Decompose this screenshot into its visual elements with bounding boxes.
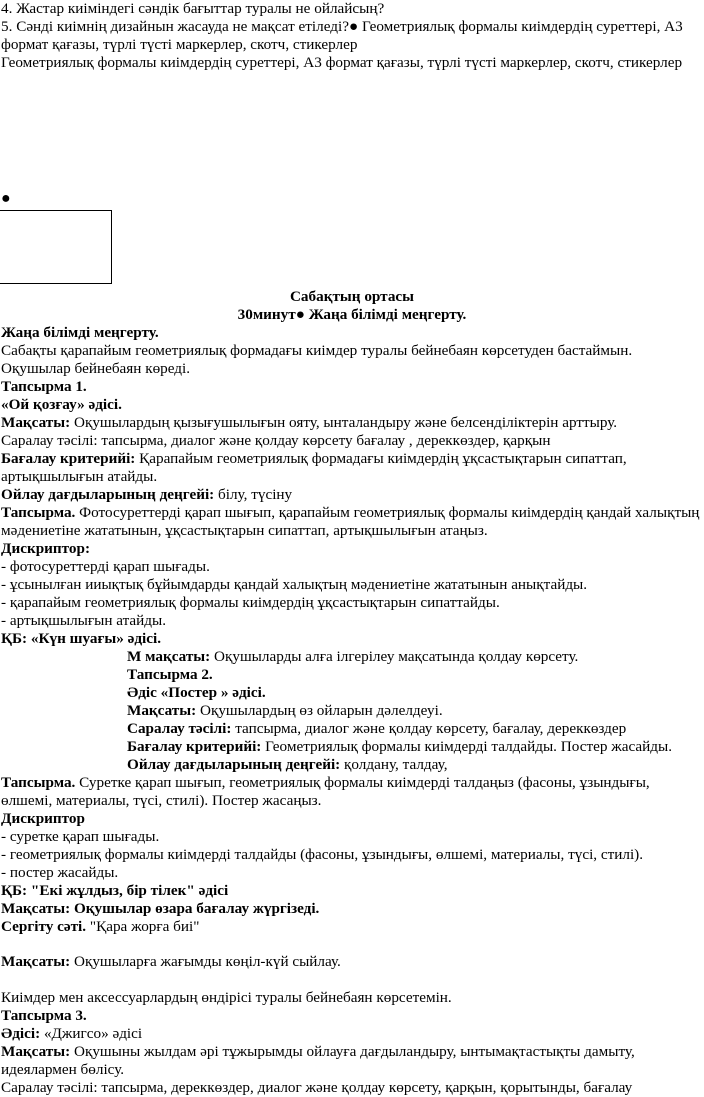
section-title: Сабақтың ортасы xyxy=(289,288,415,305)
feedback-1: ҚБ: «Күн шуағы» әдісі. xyxy=(1,630,162,647)
feedback-2: ҚБ: "Екі жұлдыз, бір тілек" әдісі xyxy=(1,882,229,899)
m-goal xyxy=(127,648,702,666)
criteria-2-text: Геометриялық формалы киімдерді талдайды. Постер жасайды. xyxy=(261,738,672,755)
method-1: «Ой қозғау» әдісі. xyxy=(1,396,122,413)
assignment-2-text: Суретке қарап шығып, геометриялық формалы киімдерді талдаңыз (фасоны, ұзындығы, өлшемі, материалы, түсі, стилі). Постер жасаңыз. xyxy=(1,774,650,809)
descriptor-1-item: - ұсынылған ииықтық бұйымдарды қандай халықтың мәдениетіне жататынын анықтайды. xyxy=(1,576,588,593)
question-5 xyxy=(1,18,702,36)
goal-1-text: Оқушылардың қызығушылығын ояту, ынталандыру және белсенділіктерін арттыру. xyxy=(70,414,618,431)
bullet-icon: ● xyxy=(295,306,305,323)
goal-4 xyxy=(1,953,702,971)
empty-table-cell xyxy=(0,210,112,284)
differentiation-1: Саралау тәсілі: тапсырма, диалог және қолдау көрсету бағалау , дереккөздер, қарқын xyxy=(1,432,551,449)
assignment-1-text: Фотосуреттерді қарап шығып, қарапайым геометриялық формалы киімдердің қандай халықтың мәдениетіне жататынын, ұқсастықтарын сипаттап, артықшылығын атаңыз. xyxy=(1,504,700,539)
descriptor-2-item: - постер жасайды. xyxy=(1,864,119,881)
differentiation-2-text: тапсырма, диалог және қолдау көрсету, бағалау, дереккөздер xyxy=(231,720,627,737)
method-3-text: «Джигсо» әдісі xyxy=(40,1025,143,1042)
duration: 30минут xyxy=(237,306,296,323)
descriptor-1-heading: Дискриптор: xyxy=(1,540,90,557)
section-subtitle xyxy=(0,306,704,324)
warmup-label: Сергіту сәті. xyxy=(1,918,87,935)
new-knowledge-heading: Жаңа білімді меңгерту. xyxy=(1,324,159,341)
goal-4-text: Оқушыларға жағымды көңіл-күй сыйлау. xyxy=(70,953,341,970)
descriptor-1-item: - артықшылығын атайды. xyxy=(1,612,167,629)
goal-4-label: Мақсаты: xyxy=(1,953,71,970)
differentiation-2-label: Саралау тәсілі: xyxy=(127,720,232,737)
level-2-text: қолдану, талдау, xyxy=(340,756,448,773)
assignment-1 xyxy=(1,504,702,539)
descriptor-2-heading: Дискриптор xyxy=(1,810,85,827)
goal-1-label: Мақсаты: xyxy=(1,414,71,431)
subtitle-text: Жаңа білімді меңгерту. xyxy=(304,306,467,323)
goal-5-text: Оқушыны жылдам әрі тұжырымды ойлауға дағдыландыру, ынтымақтастықты дамыту, идеялармен бөлісу. xyxy=(1,1043,635,1078)
goal-2-text: Оқушылардың өз ойларын дәлелдеуі. xyxy=(196,702,443,719)
level-1 xyxy=(1,486,702,504)
question-5-text: 5. Сәнді киімнің дизайнын жасауда не мақсат етіледі? xyxy=(1,18,349,35)
goal-1 xyxy=(1,414,702,432)
goal-5-label: Мақсаты: xyxy=(1,1043,71,1060)
criteria-1-text: Қарапайым геометриялық формадағы киімдердің ұқсастықтарын сипаттап, артықшылығын атайды. xyxy=(1,450,627,485)
method-3 xyxy=(1,1025,702,1043)
level-1-label: Ойлау дағдыларының деңгейі: xyxy=(1,486,215,503)
level-1-text: білу, түсіну xyxy=(214,486,293,503)
materials-cont: формат қағазы, түрлі түсті маркерлер, скотч, стикерлер xyxy=(1,36,358,53)
assignment-2 xyxy=(1,774,702,809)
criteria-2-label: Бағалау критерийі: xyxy=(127,738,262,755)
materials-inline: Геометриялық формалы киімдердің суреттері, А3 xyxy=(358,18,683,35)
assignment-1-label: Тапсырма. xyxy=(1,504,76,521)
method-3-label: Әдісі: xyxy=(1,1025,41,1042)
question-4: 4. Жастар киіміндегі сәндік бағыттар туралы не ойлайсың? xyxy=(1,0,385,17)
differentiation-3: Саралау тәсілі: тапсырма, дереккөздер, диалог және қолдау көрсету, қарқын, қорытынды, бағалау xyxy=(1,1079,633,1096)
descriptor-1-item: - қарапайым геометриялық формалы киімдердің ұқсастықтарын сипаттайды. xyxy=(1,594,500,611)
video-2: Киімдер мен аксессуарлардың өндірісі туралы бейнебаян көрсетемін. xyxy=(1,989,452,1006)
descriptor-2-item: - геометриялық формалы киімдерді талдайды (фасоны, ұзындығы, өлшемі, материалы, түсі, стилі). xyxy=(1,846,644,863)
level-2 xyxy=(127,756,702,774)
warmup xyxy=(1,918,702,936)
descriptor-2-item: - суретке қарап шығады. xyxy=(1,828,160,845)
differentiation-2 xyxy=(127,720,702,738)
goal-5 xyxy=(1,1043,702,1078)
warmup-text: "Қара жорға биі" xyxy=(86,918,200,935)
descriptor-1-item: - фотосуреттерді қарап шығады. xyxy=(1,558,210,575)
bullet-icon: ● xyxy=(1,190,11,207)
m-goal-label: М мақсаты: xyxy=(127,648,211,665)
task-1-heading: Тапсырма 1. xyxy=(1,378,87,395)
m-goal-text: Оқушыларды алға ілгерілеу мақсатында қолдау көрсету. xyxy=(210,648,579,665)
materials-line: Геометриялық формалы киімдердің суреттері, А3 формат қағазы, түрлі түсті маркерлер, скотч, стикерлер xyxy=(1,54,683,71)
task-3-heading: Тапсырма 3. xyxy=(1,1007,87,1024)
intro-paragraph: Сабақты қарапайым геометриялық формадағы киімдер туралы бейнебаян көрсетуден бастаймын. Оқушылар бейнебаян көреді. xyxy=(1,342,633,377)
task-2-heading: Тапсырма 2. xyxy=(127,666,213,683)
goal-2-label: Мақсаты: xyxy=(127,702,197,719)
criteria-1 xyxy=(1,450,702,485)
goal-3: Мақсаты: Оқушылар өзара бағалау жүргізеді. xyxy=(1,900,320,917)
criteria-1-label: Бағалау критерийі: xyxy=(1,450,136,467)
goal-2 xyxy=(127,702,702,720)
method-2: Әдіс «Постер » әдісі. xyxy=(127,684,266,701)
assignment-2-label: Тапсырма. xyxy=(1,774,76,791)
bullet-icon: ● xyxy=(348,18,359,35)
criteria-2 xyxy=(127,738,702,756)
level-2-label: Ойлау дағдыларының деңгейі: xyxy=(127,756,341,773)
